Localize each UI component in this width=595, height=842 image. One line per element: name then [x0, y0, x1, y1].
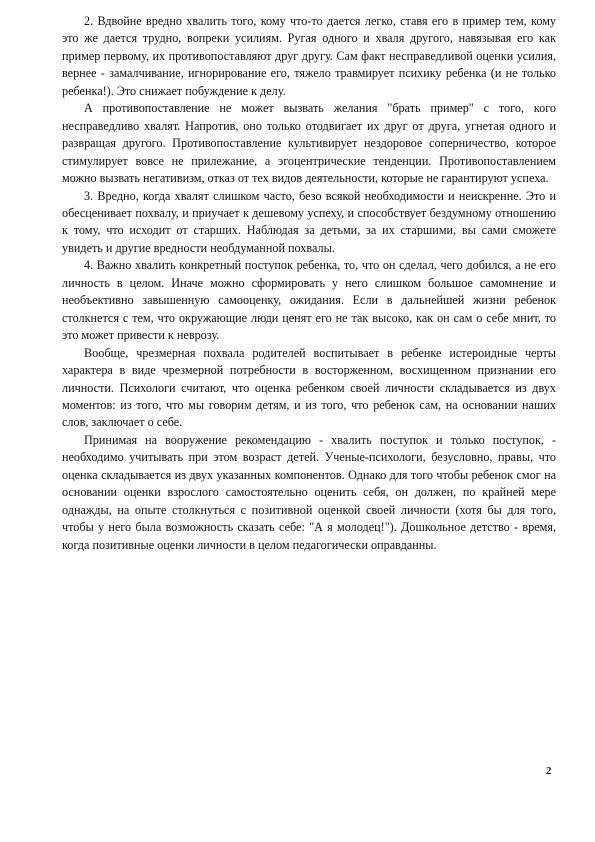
paragraph: Принимая на вооружение рекомендацию - хвалить поступок и только поступок, - необходимо учитывать при этом возраст детей. Ученые-психологи, безусловно, правы, что оценка складывается из двух указанных компонентов. Однако для того чтобы ребенок смог на основании оценки взрослого самостоятельно оценить себя, он должен, по крайней мере однажды, на опыте столкнуться с позитивной оценкой своей личности (хотя бы для того, чтобы у него была возможность сказать себе: "А я молодец!"). Дошкольное детство - время, когда позитивные оценки личности в целом педагогически оправданны.	[62, 432, 556, 552]
paragraph: 4. Важно хвалить конкретный поступок ребенка, то, что он сделал, чего добился, а не его личность в целом. Иначе можно сформировать у него слишком большое самомнение и необъективно завышенную самооценку, ожидания. Если в дальнейшей жизни ребенок столкнется с тем, что окружающие люди ценят его не так высоко, как он сам о себе мнит, то это может привести к неврозу.	[62, 258, 556, 343]
paragraph: Вообще, чрезмерная похвала родителей воспитывает в ребенке истероидные черты характера в виде чрезмерной потребности в восторженном, восхищенном признании его личности. Психологи считают, что оценка ребенком своей личности складывается из двух моментов: из того, что мы говорим детям, и из того, что ребенок сам, на основании наших слов, заключает о себе.	[62, 345, 556, 430]
body-text	[62, 13, 556, 554]
paragraph: А противопоставление не может вызвать желания "брать пример" с того, кого несправедливо хвалят. Напротив, оно только отодвигает их друг от друга, угнетая одного и развращая другого. Противопоставление культивирует нездоровое соперничество, которое стимулирует вовсе не прилежание, а эгоцентрические тенденции. Противопоставлением можно вызвать негативизм, отказ от тех видов деятельности, которые не гарантируют успеха.	[62, 101, 556, 186]
page-number: 2	[546, 765, 552, 777]
paragraph: 3. Вредно, когда хвалят слишком часто, безо всякой необходимости и неискренне. Это и обесценивает похвалу, и приучает к дешевому успеху, и способствует бездумному отношению к тому, что исходит от старших. Наблюдая за детьми, за их старшими, вы сами сможете увидеть и другие вредности необдуманной похвалы.	[62, 188, 556, 255]
paragraph: 2. Вдвойне вредно хвалить того, кому что-то дается легко, ставя его в пример тем, кому это же дается трудно, вопреки усилиям. Ругая одного и хваля другого, навязывая его как пример первому, их противопоставляют друг другу. Сам факт несправедливой оценки усилия, вернее - замалчивание, игнорирование его, тяжело травмирует психику ребенка (и не только ребенка!). Это снижает побуждение к делу.	[62, 14, 556, 98]
